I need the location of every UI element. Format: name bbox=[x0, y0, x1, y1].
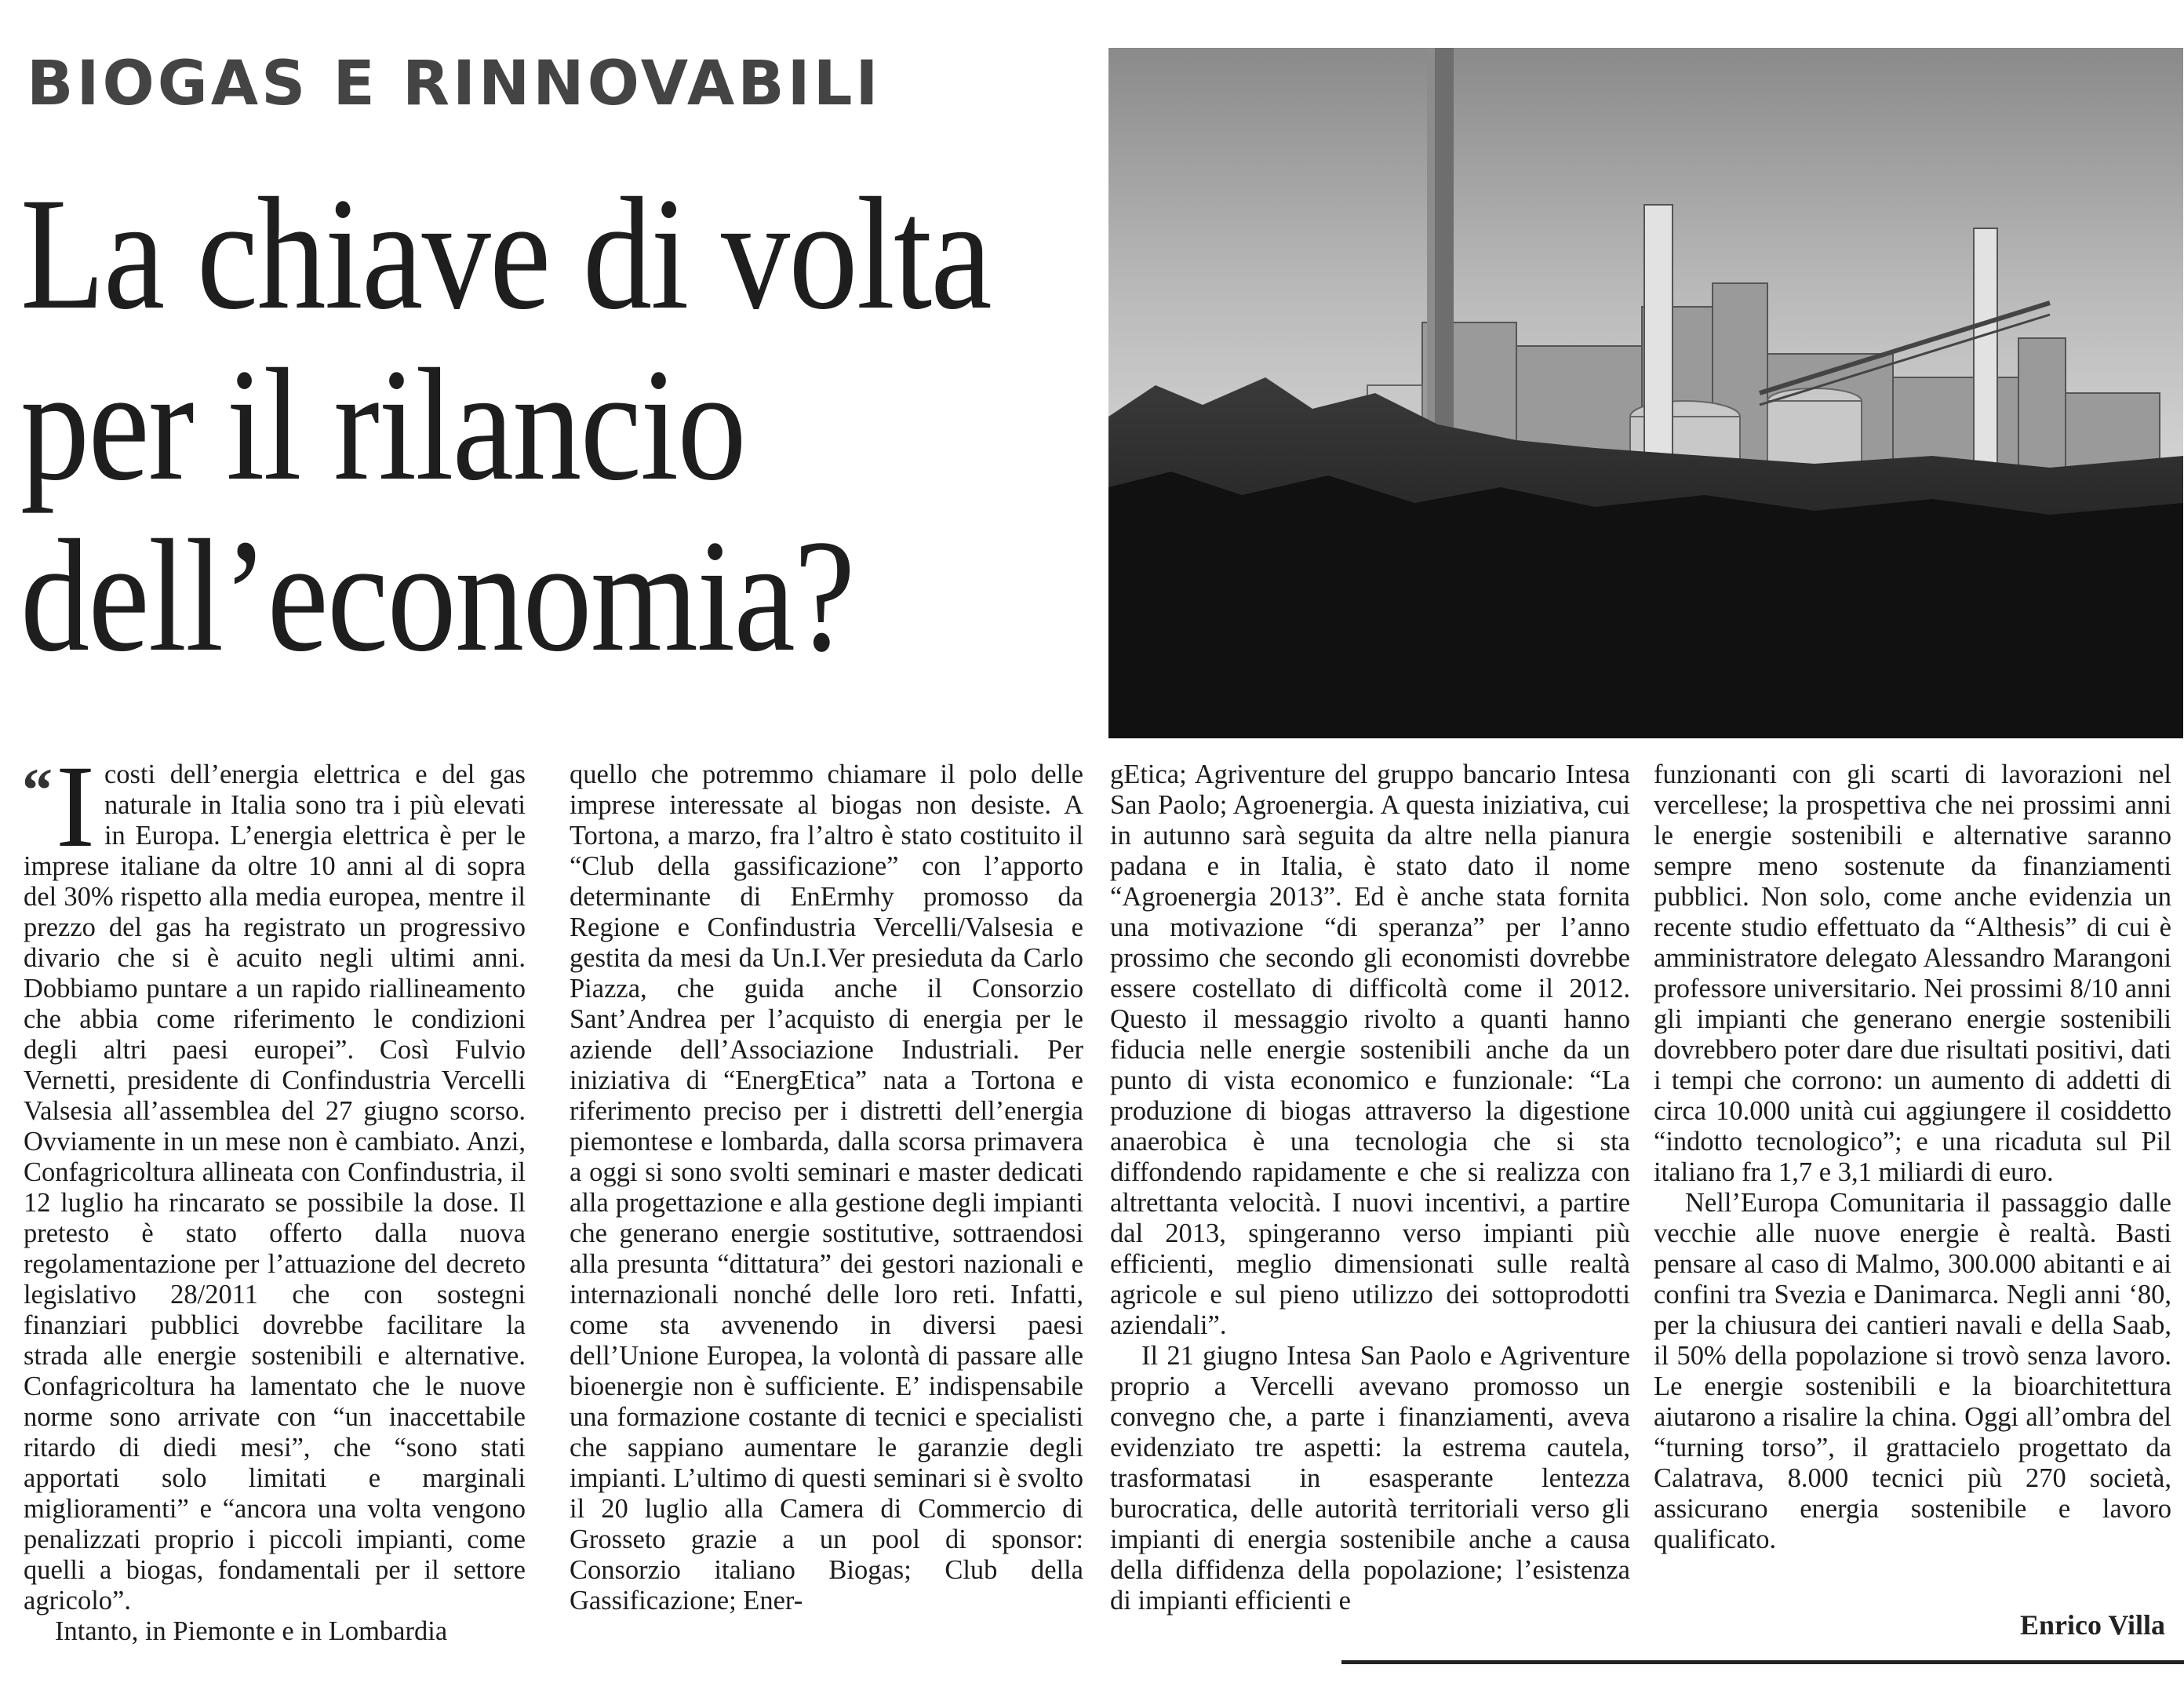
column-4-paragraph-1: funzionanti con gli scarti di lavorazioni nel vercellese; la prospettiva che nei prossimi anni le energie sostenibili e alternative saranno sempre meno sostenute da finanziamenti pubblici. Non solo, come anche evidenzia un recente studio effettuato da “Althesis” di cui è amministratore delegato Alessandro Marangoni professore universitario. Nei prossimi 8/10 anni gli impianti che generano energie sostenibili dovrebbero poter dare due risultati positivi, dati i tempi che corrono: un aumento di addetti di circa 10.000 unità cui aggiungere il cosiddetto “indotto tecnologico”; e una ricaduta sul Pil italiano fra 1,7 e 3,1 miliardi di euro. bbox=[1654, 760, 2171, 1187]
column-1-paragraph-2: Intanto, in Piemonte e in Lombardia bbox=[55, 1616, 448, 1646]
photo-illustration bbox=[1108, 48, 2183, 738]
headline bbox=[20, 165, 991, 685]
column-3-paragraph-1: gEtica; Agriventure del gruppo bancario Intesa San Paolo; Agroenergia. A questa iniziativa, cui in autunno sarà seguita da altre nella pianura padana e in Italia, è stato dato il nome “Agroenergia 2013”. Ed è anche stata fornita una motivazione “di speranza” per l’anno prossimo che secondo gli economisti dovrebbe essere costellato di difficoltà come il 2012. Questo il messaggio rivolto a quanti hanno fiducia nelle energie sostenibili anche da un punto di vista economico e funzionale: “La produzione di biogas attraverso la digestione anaerobica è una tecnologia che si sta diffondendo rapidamente e che si realizza con altrettanta velocità. I nuovi incentivi, a partire dal 2013, spingeranno verso impianti più efficienti, meglio dimensionati sulle realtà agricole e sul pieno utilizzo dei sottoprodotti aziendali”. bbox=[1110, 760, 1630, 1340]
industrial-plant-photo bbox=[1108, 48, 2183, 738]
article-column-2 bbox=[570, 760, 1083, 1616]
byline: Enrico Villa bbox=[2019, 1609, 2165, 1641]
article-column-1 bbox=[22, 741, 526, 1647]
column-3-paragraph-2: Il 21 giugno Intesa San Paolo e Agriventure proprio a Vercelli avevano promosso un convegno che, a parte i finanziamenti, aveva evidenziato tre aspetti: la estrema cautela, trasformatasi in esasperante lentezza burocratica, delle autorità territoriali verso gli impianti di energia sostenibile anche a causa della diffidenza della popolazione; l’esistenza di impianti efficienti e bbox=[1110, 1341, 1630, 1616]
column-4-paragraph-2: Nell’Europa Comunitaria il passaggio dalle vecchie alle nuove energie è realtà. Basti pensare al caso di Malmo, 300.000 abitanti e ai confini tra Svezia e Danimarca. Negli anni ‘80, per la chiusura dei cantieri navali e della Saab, il 50% della popolazione si trovò senza lavoro. Le energie sostenibili e la bioarchitettura aiutarono a risalire la china. Oggi all’ombra del “turning torso”, il grattacielo progettato da Calatrava, 8.000 tecnici più 270 società, assicurano energia sostenibile e lavoro qualificato. bbox=[1654, 1188, 2171, 1554]
headline-line-1: La chiave di volta bbox=[20, 165, 991, 343]
drop-cap: I bbox=[56, 741, 95, 872]
column-1-paragraph-1 bbox=[22, 741, 526, 1616]
bottom-rule bbox=[1341, 1660, 2184, 1664]
section-kicker: BIOGAS E RINNOVABILI bbox=[27, 49, 882, 119]
column-2-paragraph-1: quello che potremmo chiamare il polo delle imprese interessate al biogas non desiste. A Tortona, a marzo, fra l’altro è stato costituito il “Club della gassificazione” con l’apporto determinante di EnErmhy promosso da Regione e Confindustria Vercelli/Valsesia e gestita da mesi da Un.I.Ver presieduta da Carlo Piazza, che guida anche il Consorzio Sant’Andrea per l’acquisto di energia per le aziende dell’Associazione Industriali. Per iniziativa di “EnergEtica” nata a Tortona e riferimento preciso per i distretti dell’energia piemontese e lombarda, dalla scorsa primavera a oggi si sono svolti seminari e master dedicati alla progettazione e alla gestione degli impianti che generano energie sostitutive, sottraendosi alla presunta “dittatura” dei gestori nazionali e internazionali nonché delle loro reti. Infatti, come sta avvenendo in diversi paesi dell’Unione Europea, la volontà di passare alle bioenergie non è sufficiente. E’ indispensabile una formazione costante di tecnici e specialisti che sappiano aumentare le garanzie degli impianti. L’ultimo di questi seminari si è svolto il 20 luglio alla Camera di Commercio di Grosseto grazie a un pool di sponsor: Consorzio italiano Biogas; Club della Gassificazione; Ener- bbox=[570, 760, 1083, 1616]
headline-line-2: per il rilancio bbox=[20, 336, 745, 514]
opening-quote-mark: “ bbox=[22, 756, 53, 824]
article-column-4 bbox=[1654, 760, 2171, 1555]
article-column-3 bbox=[1110, 760, 1630, 1616]
headline-line-3: dell’economia? bbox=[20, 507, 854, 685]
column-1-paragraph-1-text: costi dell’energia elettrica e del gas naturale in Italia sono tra i più elevati in Europa. L’energia elettrica è per le imprese italiane da oltre 10 anni al di sopra del 30% rispetto alla media europea, mentre il prezzo del gas ha registrato un progressivo divario che si è acuito negli ultimi anni. Dobbiamo puntare a un rapido riallineamento che abbia come riferimento le condizioni degli altri paesi europei”. Così Fulvio Vernetti, presidente di Confindustria Vercelli Valsesia all’assemblea del 27 giugno scorso. Ovviamente in un mese non è cambiato. Anzi, Confagricoltura allineata con Confindustria, il 12 luglio ha rincarato se possibile la dose. Il pretesto è stato offerto dalla nuova regolamentazione per l’attuazione del decreto legislativo 28/2011 che con sostegni finanziari pubblici dovrebbe facilitare la strada alle energie sostenibili e alternative. Confagricoltura ha lamentato che le nuove norme sono arrivate con “un inaccettabile ritardo di diedi mesi”, che “sono stati apportati solo limitati e marginali miglioramenti” e “ancora una volta vengono penalizzati proprio i piccoli impianti, come quelli a biogas, fondamentali per il settore agricolo”. bbox=[24, 760, 526, 1616]
